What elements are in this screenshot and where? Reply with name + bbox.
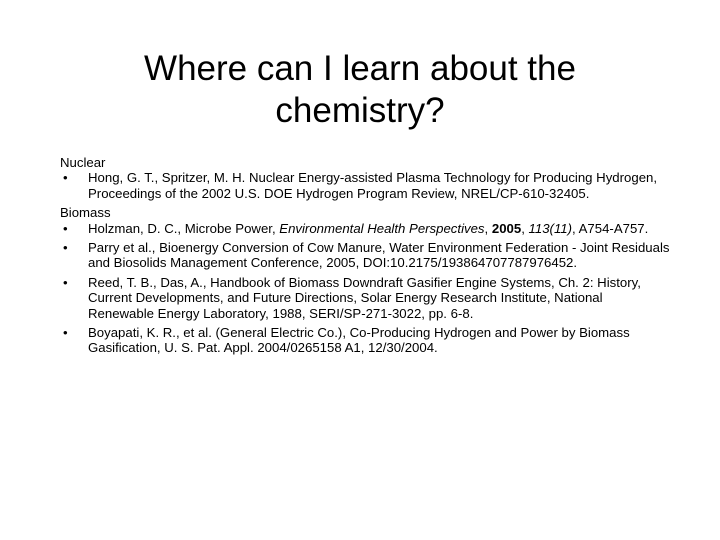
reference-item: • Hong, G. T., Spritzer, M. H. Nuclear Energy-assisted Plasma Technology for Producing Hydrogen, Proceedings of the 2002 U.S. DOE Hydrogen Program Review, NREL/CP-610-32405. [60,170,670,201]
page-range: , A754-A757. [572,220,649,236]
reference-item: • Reed, T. B., Das, A., Handbook of Biomass Downdraft Gasifier Engine Systems, Ch. 2: History, Current Developments, and Future Directions, Solar Energy Research Institute, National Renewable Energy Laboratory, 1988, SERI/SP-271-3022, pp. 6-8. [60,275,670,321]
separator: , [484,220,492,236]
section-heading-biomass: Biomass [60,205,111,221]
section-heading-nuclear: Nuclear [60,155,106,170]
journal-volume: 113(11) [528,220,573,236]
reference-text: Holzman, D. C., Microbe Power, [88,220,280,236]
journal-name: Environmental Health Perspectives [279,220,485,236]
reference-item: • Parry et al., Bioenergy Conversion of Cow Manure, Water Environment Federation - Joint Residuals and Biosolids Management Conference, 2005, DOI:10.2175/193864707787976452. [60,240,670,271]
slide-title: Where can I learn about the chemistry? [144,49,576,130]
separator: , [521,220,529,236]
reference-item [60,221,670,236]
reference-list [60,155,670,356]
reference-item: • Boyapati, K. R., et al. (General Electric Co.), Co-Producing Hydrogen and Power by Biomass Gasification, U. S. Pat. Appl. 2004/0265158 A1, 12/30/2004. [60,325,670,356]
publication-year: 2005 [491,220,522,236]
